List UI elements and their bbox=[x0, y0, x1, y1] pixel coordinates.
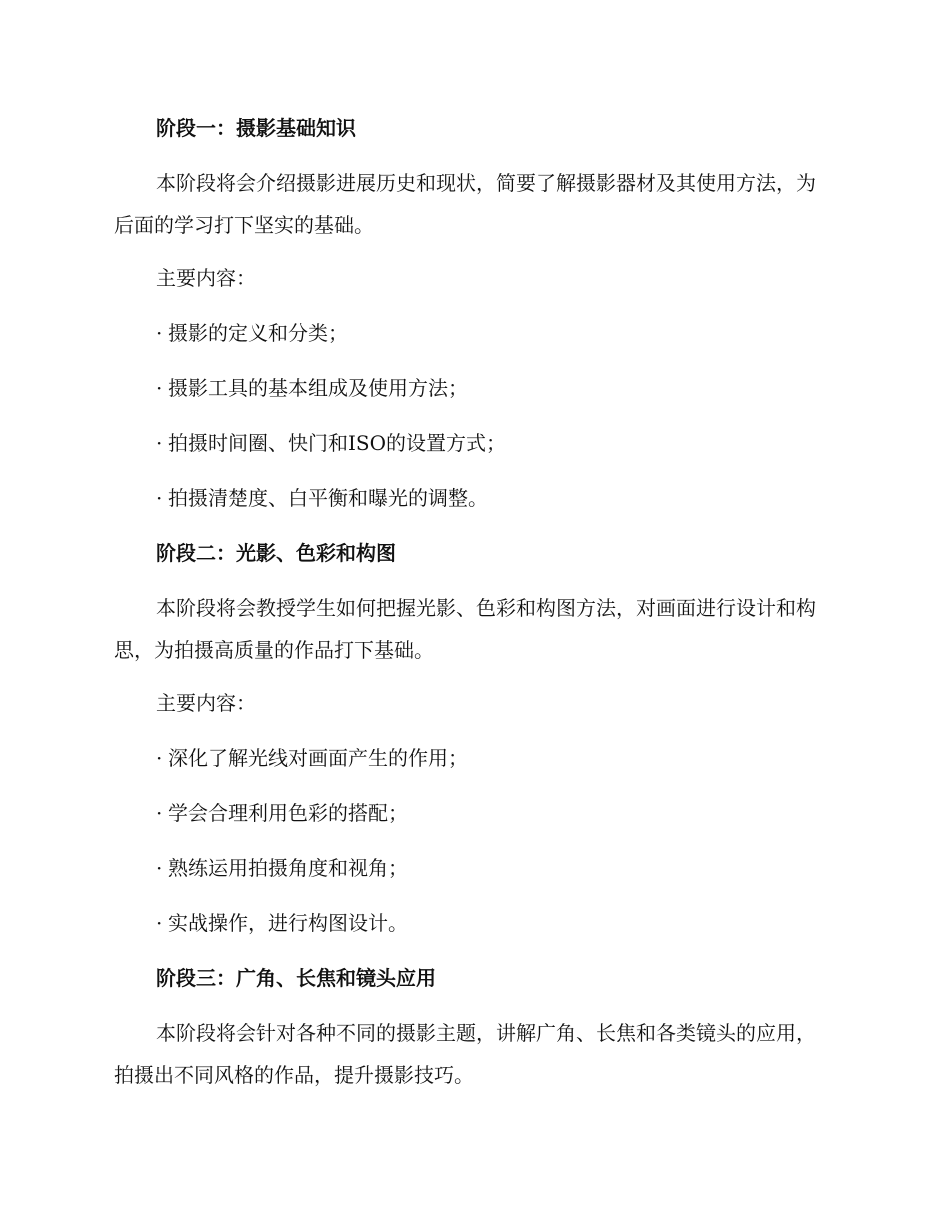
list-item bbox=[114, 738, 834, 778]
bullet-marker: · bbox=[156, 431, 163, 455]
section-paragraph-1: 本阶段将会介绍摄影进展历史和现状，简要了解摄影器材及其使用方法，为后面的学习打下坚实的基础。 bbox=[114, 171, 816, 237]
document-body bbox=[114, 108, 834, 1108]
list-item-text: 拍摄清楚度、白平衡和曝光的调整。 bbox=[168, 486, 488, 510]
bullet-marker: · bbox=[156, 911, 163, 935]
section-list-label-2: 主要内容： bbox=[156, 691, 256, 715]
section-heading-3: 阶段三：广角、长焦和镜头应用 bbox=[156, 966, 436, 990]
list-item-text: 实战操作，进行构图设计。 bbox=[168, 911, 408, 935]
list-item bbox=[114, 423, 834, 463]
bullet-marker: · bbox=[156, 486, 163, 510]
bullet-marker: · bbox=[156, 856, 163, 880]
list-item bbox=[114, 478, 834, 518]
list-item bbox=[114, 313, 834, 353]
bullet-marker: · bbox=[156, 376, 163, 400]
list-item-text: 学会合理利用色彩的搭配； bbox=[168, 801, 408, 825]
section-heading-1: 阶段一：摄影基础知识 bbox=[156, 116, 356, 140]
section-list-label-1: 主要内容： bbox=[156, 266, 256, 290]
bullet-marker: · bbox=[156, 321, 163, 345]
section-paragraph-2: 本阶段将会教授学生如何把握光影、色彩和构图方法，对画面进行设计和构思，为拍摄高质量的作品打下基础。 bbox=[114, 596, 816, 662]
bullet-marker: · bbox=[156, 801, 163, 825]
section-heading-2: 阶段二：光影、色彩和构图 bbox=[156, 541, 396, 565]
list-item-text: 摄影工具的基本组成及使用方法； bbox=[168, 376, 468, 400]
bullet-marker: · bbox=[156, 746, 163, 770]
list-item bbox=[114, 793, 834, 833]
list-item-text: 深化了解光线对画面产生的作用； bbox=[168, 746, 468, 770]
section-paragraph-3: 本阶段将会针对各种不同的摄影主题，讲解广角、长焦和各类镜头的应用，拍摄出不同风格的作品，提升摄影技巧。 bbox=[114, 1021, 816, 1087]
list-item bbox=[114, 848, 834, 888]
list-item-text: 拍摄时间圈、快门和ISO的设置方式； bbox=[168, 431, 506, 455]
list-item bbox=[114, 903, 834, 943]
list-item bbox=[114, 368, 834, 408]
list-item-text: 熟练运用拍摄角度和视角； bbox=[168, 856, 408, 880]
list-item-text: 摄影的定义和分类； bbox=[168, 321, 348, 345]
